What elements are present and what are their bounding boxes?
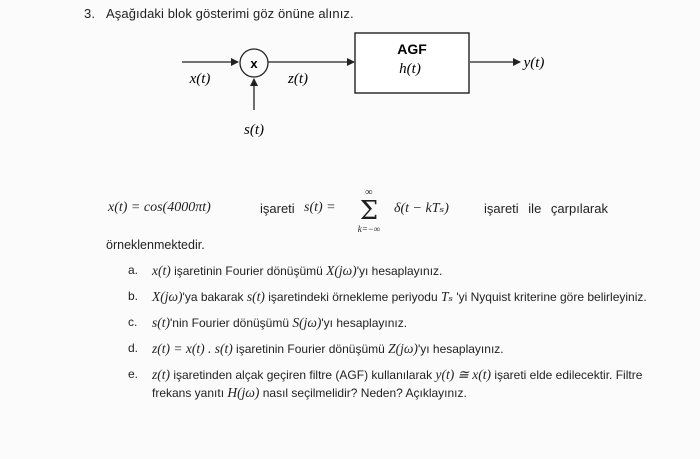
sampler-label: s(t)	[244, 122, 264, 138]
sub-questions	[128, 262, 648, 410]
math-expression: s(t)	[246, 289, 265, 304]
sub-question-label: e.	[128, 367, 139, 381]
filter-response: h(t)	[399, 61, 421, 77]
multiplier-symbol: x	[250, 56, 258, 71]
sum-body: δ(t − kTₛ)	[394, 201, 449, 216]
question-text: 'yi Nyquist kriterine göre belirleyiniz.	[453, 290, 647, 304]
mid-label: z(t)	[288, 71, 308, 87]
sigma-symbol: Σ	[359, 196, 379, 226]
question-text: 'yı hesaplayınız.	[356, 264, 443, 278]
filter-name: AGF	[397, 41, 427, 57]
math-expression: z(t) = x(t) . s(t)	[152, 341, 233, 356]
math-expression: Z(jω)	[388, 341, 418, 356]
math-expression: X(jω)	[152, 289, 183, 304]
s-definition-lhs: s(t) =	[304, 200, 336, 215]
sub-question-label: a.	[128, 263, 139, 277]
question-number: 3.	[84, 6, 96, 21]
sampling-continuation: örneklenmektedir.	[106, 238, 205, 252]
math-expression: z(t)	[152, 367, 170, 382]
question-title-text: Aşağıdaki blok gösterimi göz önüne alınız.	[106, 6, 354, 21]
sub-question-3	[128, 340, 648, 358]
sub-question-4	[128, 366, 648, 402]
signal-definition	[108, 188, 668, 232]
math-expression: s(t)	[152, 315, 170, 330]
x-definition: x(t) = cos(4000πt)	[108, 200, 211, 215]
math-expression: H(jω)	[227, 385, 260, 400]
question-text: işaretinin Fourier dönüşümü	[232, 342, 389, 356]
sub-question-label: d.	[128, 341, 139, 355]
math-expression: X(jω)	[326, 263, 357, 278]
sub-question-label: b.	[128, 289, 139, 303]
question-text: işaretinin Fourier dönüşümü	[170, 264, 327, 278]
question-text: işareti elde edilecektir. Filtre frekans yanıtı	[152, 368, 643, 400]
sub-question-2	[128, 314, 648, 332]
question-text: işaretinden alçak geçiren filtre (AGF) kullanılarak	[170, 368, 436, 382]
math-expression: y(t) ≅ x(t)	[435, 367, 491, 382]
question-text: 'yı hesaplayınız.	[417, 342, 504, 356]
signal-word-1: işareti	[260, 201, 295, 216]
math-expression: x(t)	[152, 263, 171, 278]
question-text: işaretindeki örnekleme periyodu	[264, 290, 441, 304]
question-text: 'yı hesaplayınız.	[321, 316, 408, 330]
math-expression: Tₛ	[440, 289, 454, 304]
sub-question-1	[128, 288, 648, 306]
sub-question-label: c.	[128, 315, 138, 329]
signal-word-2: işareti ile çarpılarak	[484, 201, 608, 216]
math-expression: S(jω)	[292, 315, 322, 330]
sum-upper-limit: ∞	[365, 187, 373, 198]
question-text: nasıl seçilmelidir? Neden? Açıklayınız.	[259, 386, 467, 400]
question-text: 'ya bakarak	[182, 290, 247, 304]
output-label: y(t)	[523, 55, 545, 71]
block-diagram	[0, 0, 700, 180]
input-label: x(t)	[189, 71, 211, 87]
question-text: 'nin Fourier dönüşümü	[170, 316, 293, 330]
sub-question-0	[128, 262, 648, 280]
sum-lower-limit: k=−∞	[357, 224, 381, 234]
summation	[351, 188, 387, 234]
